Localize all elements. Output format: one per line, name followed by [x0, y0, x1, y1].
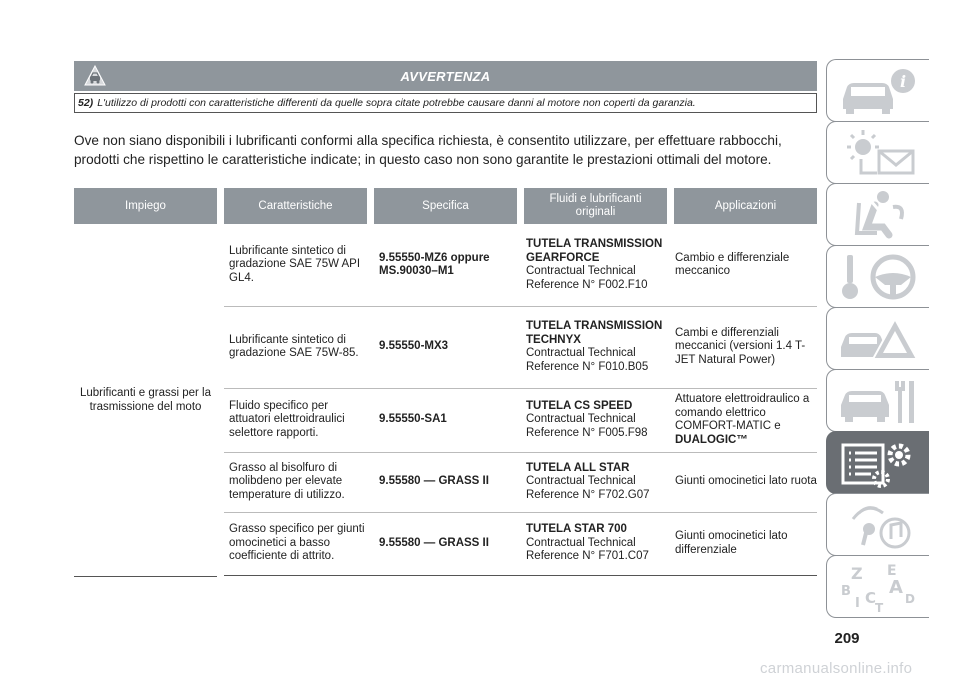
header-applicazioni: Applicazioni [674, 188, 817, 224]
fluid-cell [526, 388, 668, 452]
index-letter: B [841, 584, 851, 599]
svg-text:i: i [899, 72, 907, 91]
tab-key-steering[interactable] [826, 245, 929, 308]
warning-number: 52) [78, 97, 94, 109]
fluid-reference-line2: Reference N° F005.F98 [526, 426, 648, 439]
index-letter: T [875, 601, 884, 613]
table-row [224, 224, 817, 307]
fluid-reference-line2: Reference N° F702.G07 [526, 488, 650, 501]
header-impiego: Impiego [74, 188, 217, 224]
table-row [224, 452, 817, 513]
fluid-name: TUTELA STAR 700 [526, 523, 627, 536]
fluid-reference-line2: Reference N° F002.F10 [526, 278, 648, 291]
fluid-name: TUTELA ALL STAR [526, 461, 630, 474]
specification-cell: 9.55550-MZ6 oppure MS.90030–M1 [379, 251, 490, 277]
table-row [224, 388, 817, 453]
fluid-cell [526, 512, 668, 575]
warning-title: AVVERTENZA [400, 69, 491, 84]
application-cell [675, 388, 817, 452]
fluid-cell [526, 224, 668, 306]
fluid-cell [526, 452, 668, 512]
fluid-reference-line1: Contractual Technical [526, 413, 636, 426]
index-letter: I [855, 596, 860, 611]
application-cell [675, 452, 817, 512]
index-letters-icon [837, 561, 921, 613]
fluid-name: TUTELA TRANSMISSION GEARFORCE [526, 238, 663, 264]
tab-emergency[interactable] [826, 307, 929, 370]
fluid-reference-line1: Contractual Technical [526, 536, 636, 549]
usage-cell: Lubrificanti e grassi per la trasmissione del moto [74, 224, 217, 577]
characteristics-cell: Grasso specifico per giunti omocinetici a basso coefficiente di attrito. [229, 523, 365, 563]
application-cell [675, 512, 817, 575]
application-text: Giunti omocinetici lato differenziale [675, 530, 788, 556]
car-maintenance-icon [837, 375, 921, 427]
fluid-reference-line1: Contractual Technical [526, 475, 636, 488]
intro-paragraph: Ove non siano disponibili i lubrificanti conformi alla specifica richiesta, è consentito utilizzare, per effettuare rabbocchi, prodotti che rispettino le caratteristiche indicate; in questo caso non sono garantite le prestazioni ottimali del motore. [74, 133, 782, 167]
index-letter: E [887, 563, 897, 579]
seat-airbag-icon [837, 189, 921, 241]
warning-lights-icon [837, 127, 921, 179]
fluid-cell [526, 306, 668, 388]
table-row [224, 306, 817, 389]
fluid-reference-line1: Contractual Technical [526, 347, 636, 359]
tab-index[interactable] [826, 555, 929, 618]
characteristics-cell: Lubrificante sintetico di gradazione SAE 75W API GL4. [229, 244, 361, 284]
characteristics-cell: Fluido specifico per attuatori elettroidraulici selettore rapporti. [229, 399, 345, 439]
header-specifica: Specifica [374, 188, 517, 224]
page-number: 209 [834, 630, 860, 647]
tab-technical-data[interactable] [826, 431, 929, 494]
application-text: Cambio e differenziale meccanico [675, 251, 790, 277]
tab-maintenance[interactable] [826, 369, 929, 432]
application-cell [675, 306, 817, 388]
warning-text [74, 93, 817, 113]
header-fluidi: Fluidi e lubrificanti originali [524, 188, 667, 224]
key-steering-wheel-icon [837, 251, 921, 303]
index-letter: D [905, 592, 915, 606]
fluid-name: TUTELA CS SPEED [526, 399, 633, 412]
characteristics-cell: Lubrificante sintetico di gradazione SAE 75W-85. [229, 333, 359, 359]
application-bold: DUALOGIC™ [675, 433, 748, 446]
technical-data-icon [837, 437, 921, 489]
multimedia-icon [837, 499, 921, 551]
table-row [224, 512, 817, 576]
table-body [74, 224, 817, 576]
application-text: Cambi e differenziali meccanici (versioni 1.4 T-JET Natural Power) [675, 326, 806, 366]
index-letter: Z [851, 564, 863, 583]
characteristics-cell: Grasso al bisolfuro di molibdeno per elevate temperature di utilizzo. [229, 461, 345, 501]
index-letter: C [865, 589, 877, 607]
watermark: carmanualsonline.info [760, 660, 913, 677]
tab-warning-lights[interactable] [826, 121, 929, 184]
warning-message: L'utilizzo di prodotti con caratteristiche differenti da quelle sopra citate potrebbe causare danni al motore non coperti da garanzia. [97, 97, 696, 109]
application-text: Attuatore elettroidraulico a comando elettrico COMFORT-MATIC e [675, 393, 810, 432]
specification-cell: 9.55580 — GRASS II [379, 536, 489, 549]
fluid-name: TUTELA TRANSMISSION TECHNYX [526, 320, 663, 346]
specification-cell: 9.55580 — GRASS II [379, 475, 489, 488]
warning-header [74, 61, 817, 91]
table-header [74, 188, 817, 224]
emergency-triangle-icon [837, 313, 921, 365]
index-letter: A [889, 577, 903, 598]
tab-seat-airbag[interactable] [826, 183, 929, 246]
fluid-reference-line1: Contractual Technical [526, 265, 636, 277]
fluid-reference-line2: Reference N° F701.C07 [526, 550, 649, 563]
fluid-reference-line2: Reference N° F010.B05 [526, 360, 649, 373]
car-info-icon [837, 65, 921, 117]
tab-car-info[interactable] [826, 59, 929, 122]
header-caratteristiche: Caratteristiche [224, 188, 367, 224]
specification-cell: 9.55550-SA1 [379, 413, 447, 426]
specification-cell: 9.55550-MX3 [379, 340, 449, 353]
tab-multimedia[interactable] [826, 493, 929, 556]
application-cell [675, 224, 817, 306]
application-text: Giunti omocinetici lato ruota [675, 475, 817, 488]
